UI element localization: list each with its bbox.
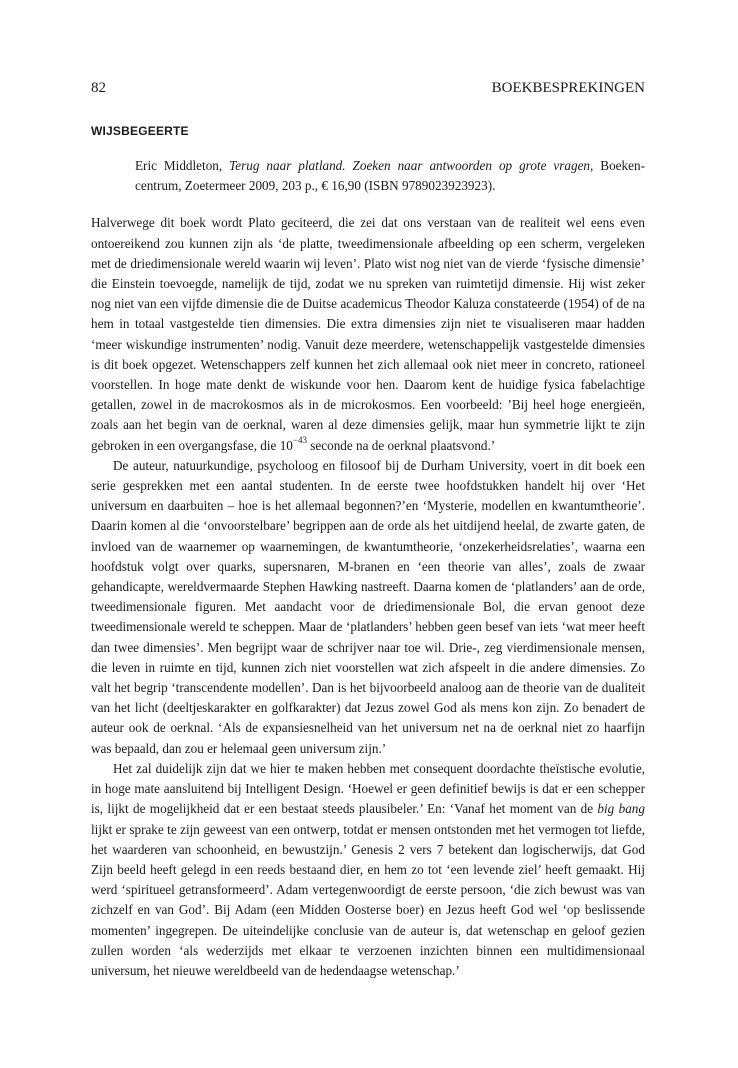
paragraph-1-end: seconde na de oerknal plaatsvond.’ <box>306 437 496 453</box>
paragraph-1-text: Halverwege dit boek wordt Plato geciteerd, die zei dat ons verstaan van de realiteit wel eens even ontoereikend zou kunnen zijn als ‘de platte, tweedimensionale afbeelding op een scherm, vergeleken met de driedimensionale wereld waarin wij leven’. Plato wist nog niet van de vierde ‘fysische dimensie’ die Einstein toevoegde, namelijk de tijd, zodat we nu spreken van ruimtetijd dimensie. Hij wist zeker nog niet van een vijfde dimensie die de Duitse academicus Theodor Kaluza constateerde (1954) of de na hem in totaal vastgestelde tien dimensies. Die extra dimensies zijn niet te visualiseren maar hadden ‘meer wiskundige instrumenten’ nodig. Vanuit deze meerdere, wetenschappelijk vastgestelde dimensies is dit boek opgezet. Wetenschappers zelf kunnen het zich allemaal ook niet meer in concreto, rationeel voorstellen. In hoge mate denkt de wiskunde voor hen. Daarom kent de huidige fysica fabelachtige getallen, zowel in de macrokosmos als in de microkosmos. Een voorbeeld: ’Bij heel hoge energieën, zoals aan het begin van de oerknal, waren al deze dimensies gelijk, maar hun symmetrie lijkt te zijn gebroken in een overgangsfase, die 10 <box>91 215 645 453</box>
section-title: WIJSBEGEERTE <box>91 124 189 138</box>
review-body <box>91 213 645 981</box>
page-number: 82 <box>91 80 106 96</box>
paragraph-3-text: Het zal duidelijk zijn dat we hier te maken hebben met consequent doordachte theïstische evolutie, in hoge mate aansluitend bij Intelligent Design. ‘Hoewel er geen definitief bewijs is dat er een schepper is, lijkt de mogelijkheid dat er een bestaat steeds plausibeler.’ En: ‘Vanaf het moment van de <box>91 760 645 817</box>
exponent: −43 <box>292 435 307 446</box>
paragraph-3-italic: big bang <box>597 801 645 817</box>
reference-author: Eric Middleton, <box>135 158 230 173</box>
reference-book-title: Terug naar platland. Zoeken naar antwoorden op grote vragen, <box>229 158 594 173</box>
paragraph-2: De auteur, natuurkundige, psycholoog en filosoof bij de Durham University, voert in dit boek een serie gesprekken met een aantal studenten. In de eerste twee hoofdstukken handelt hij over ‘Het universum en daarbuiten – hoe is het allemaal begonnen?’en ‘Mysterie, modellen en kwantumtheorie’. Daarin komen al die ‘onvoorstelbare’ begrippen aan de orde als het uitdijend heelal, de zwarte gaten, de invloed van de waarnemer op waarnemingen, de kwantumtheorie, ‘onzekerheidsrelaties’, waarna een hoofdstuk volgt over quarks, supersnaren, M-branen en ‘een theorie van alles’, zoals de zwaar gehandicapte, wereldvermaarde Stephen Hawking nastreeft. Daarna komen de ‘platlanders’ aan de orde, tweedimensionale figuren. Met aandacht voor de driedimensionale Bol, die ervan genoot deze tweedimensionale wereld te scheppen. Maar de ‘platlanders’ hebben geen besef van iets ‘wat meer heeft dan twee dimensies’. Men begrijpt waar de schrijver naar toe wil. Drie-, zeg vierdimensionale mensen, die leven in ruimte en tijd, kunnen zich niet voorstellen wat zich afspeelt in die andere dimensies. Zo valt het begrip ‘transcendente modellen’. Dan is het bijvoorbeeld analoog aan de theorie van de dualiteit van het licht (deeltjeskarakter en golfkarakter) dat Jezus zowel God als mens kon zijn. Zo benadert de auteur ook de oerknal. ‘Als de expansiesnelheid van het universum net na de oerknal niet zo haarfijn was bepaald, dan zou er helemaal geen universum zijn.’ <box>91 457 645 756</box>
running-title: BOEKBESPREKINGEN <box>491 80 645 96</box>
running-head <box>91 78 645 98</box>
book-reference <box>135 156 645 196</box>
page <box>91 78 645 981</box>
paragraph-3-end: lijkt er sprake te zijn geweest van een ontwerp, totdat er mensen ontstonden met het vermogen tot liefde, het waarderen van schoonheid, en bewustzijn.’ Genesis 2 vers 7 betekent dan logischerwijs, dat God Zijn beeld heeft gelegd in een reeds bestaand dier, en hem zo tot ‘een levende ziel’ heeft gemaakt. Hij werd ‘spiritueel getransformeerd’. Adam vertegenwoordigt de eerste persoon, ‘die zich bewust was van zichzelf en van God’. Bij Adam (een Midden Oosterse boer) en Jezus heeft God wel ‘op beslissende momenten’ ingegrepen. De uiteindelijke conclusie van de auteur is, dat wetenschap en geloof gezien zullen worden ‘als wederzijds met elkaar te verzoenen inzichten binnen een multidimensionaal universum, het nieuwe wereldbeeld van de hedendaagse wetenschap.’ <box>91 821 645 978</box>
reference-details: Boekencentrum, Zoetermeer 2009, 203 p., € 16,90 (ISBN 9789023923923). <box>135 158 645 194</box>
paragraph-1 <box>91 213 645 455</box>
paragraph-3 <box>91 759 645 981</box>
